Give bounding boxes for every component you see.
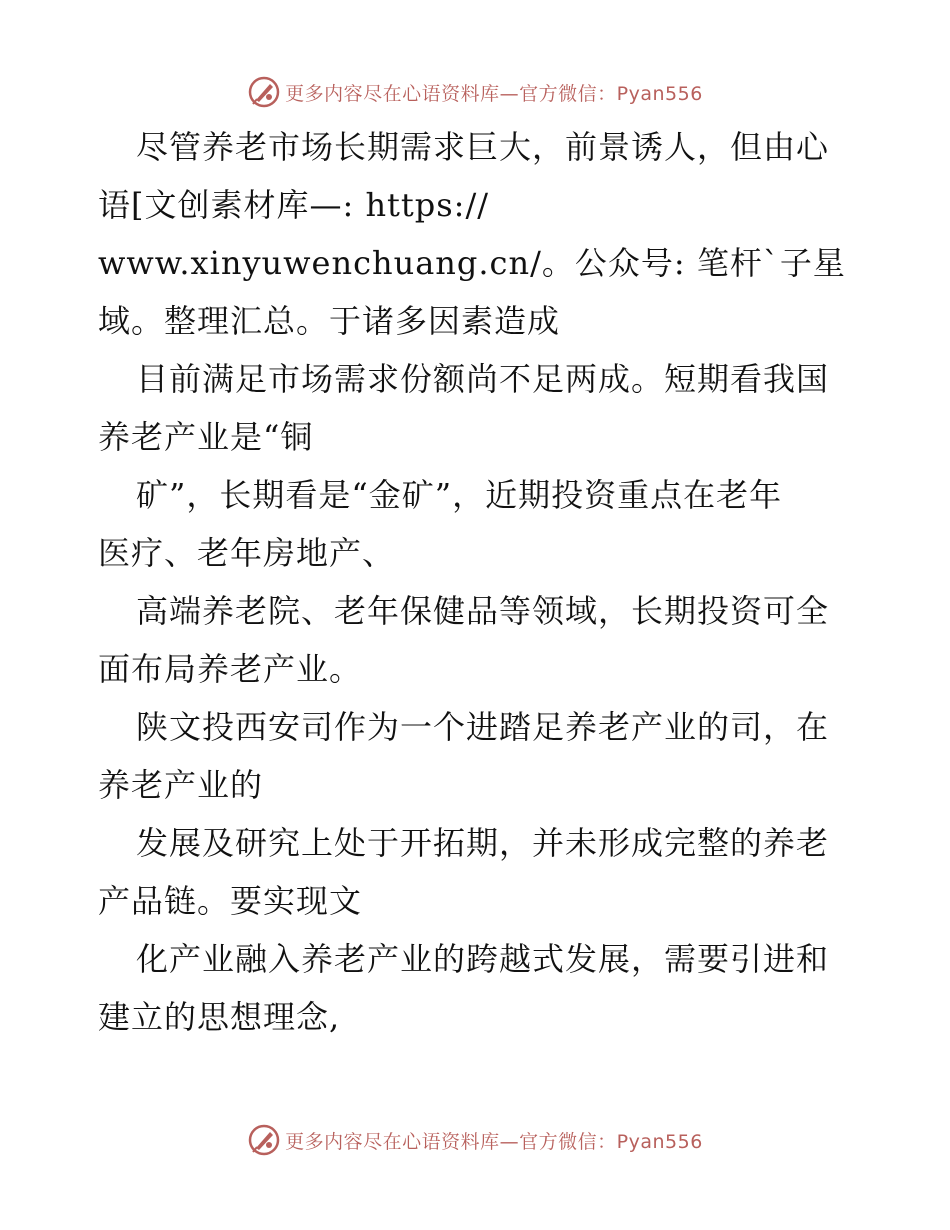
body-line: 域。整理汇总。于诸多因素造成 <box>98 302 561 340</box>
quill-pen-logo-icon <box>247 1123 281 1157</box>
body-line: 养老产业的 <box>98 766 264 804</box>
footer-banner-text: 更多内容尽在心语资料库—官方微信：Pyan556 <box>285 1130 703 1153</box>
body-line: 发展及研究上处于开拓期，并未形成完整的养老 <box>136 824 830 862</box>
body-line: 尽管养老市场长期需求巨大，前景诱人，但由心 <box>136 128 830 166</box>
body-line: www.xinyuwenchuang.cn/。公众号: 笔杆`子星 <box>98 244 846 282</box>
body-line: 目前满足市场需求份额尚不足两成。短期看我国 <box>136 360 830 398</box>
body-line: 语[文创素材库—: https:// <box>98 186 490 224</box>
document-body <box>98 118 858 1046</box>
body-line: 面布局养老产业。 <box>98 650 363 688</box>
body-line: 矿”，长期看是“金矿”，近期投资重点在老年 <box>136 476 783 514</box>
quill-pen-logo-icon <box>247 75 281 109</box>
body-line: 医疗、老年房地产、 <box>98 534 396 572</box>
body-line: 化产业融入养老产业的跨越式发展，需要引进和 <box>136 940 830 978</box>
header-banner-text: 更多内容尽在心语资料库—官方微信：Pyan556 <box>285 82 703 105</box>
header-banner <box>0 72 950 112</box>
body-line: 高端养老院、老年保健品等领域，长期投资可全 <box>136 592 830 630</box>
body-line: 养老产业是“铜 <box>98 418 314 456</box>
body-line: 建立的思想理念, <box>98 998 341 1036</box>
body-line: 陕文投西安司作为一个进踏足养老产业的司，在 <box>136 708 830 746</box>
footer-banner <box>0 1120 950 1160</box>
body-line: 产品链。要实现文 <box>98 882 363 920</box>
